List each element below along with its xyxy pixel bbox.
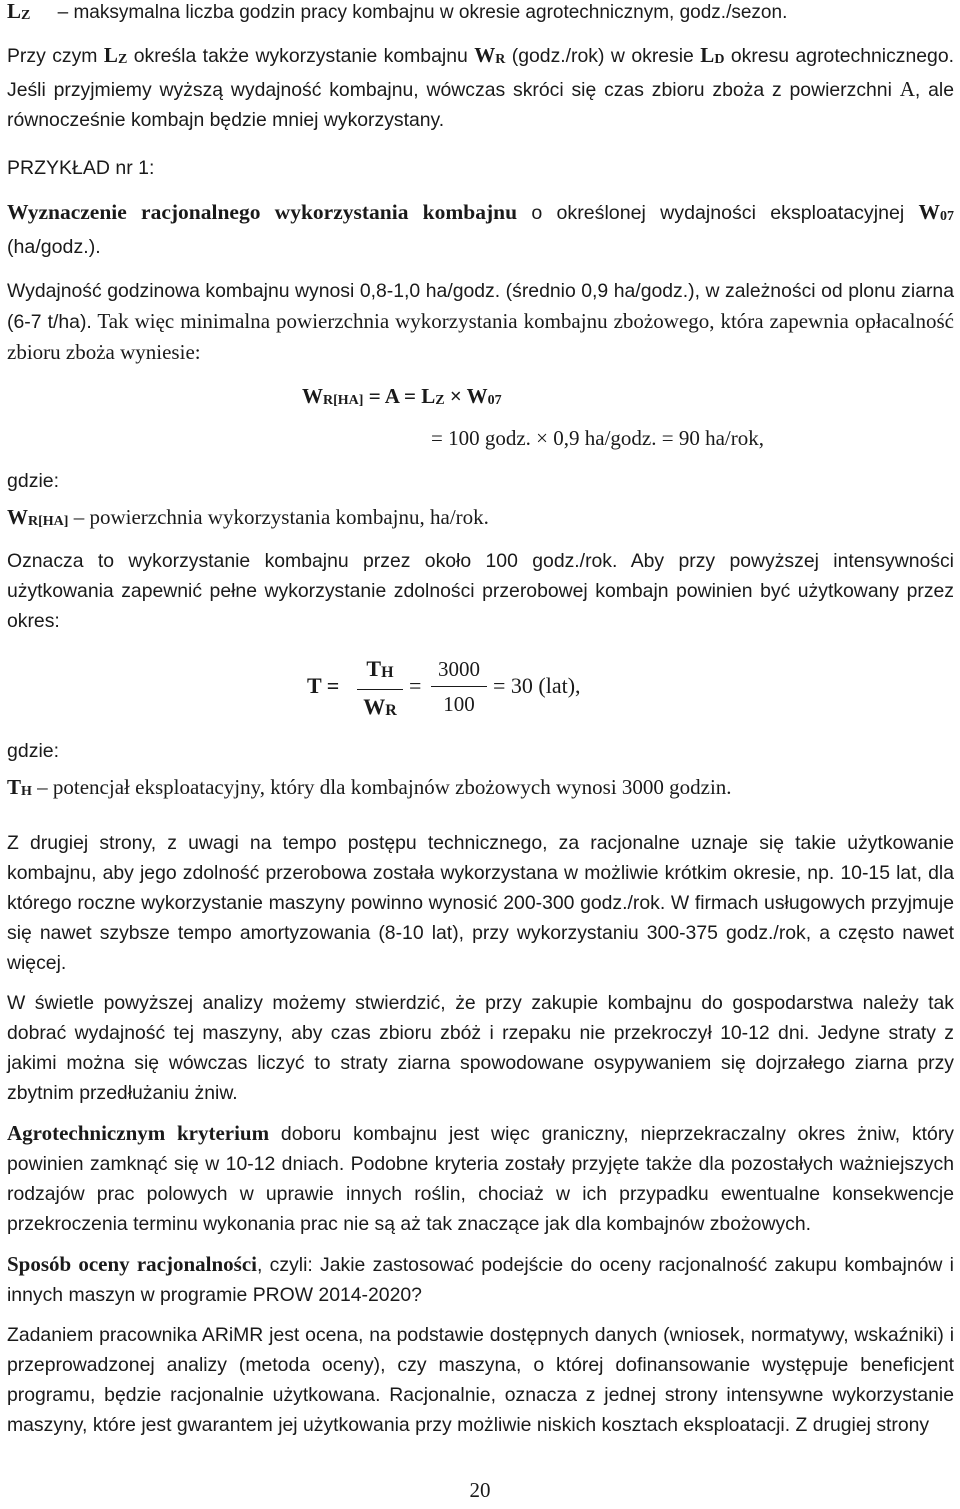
fraction-3000-100: 3000 100 [431, 654, 487, 719]
period-formula: T = TH WR = 3000 100 = 30 (lat), [7, 646, 954, 730]
page-number: 20 [469, 1478, 491, 1502]
lz-definition-text: – maksymalna liczba godzin pracy kombajnu w okresie agrotechnicznym, godz./sezon. [57, 2, 788, 23]
lz-definition [7, 0, 954, 30]
equation-result: = 100 godz. × 0,9 ha/godz. = 90 ha/rok, [431, 426, 764, 450]
example-title: Wyznaczenie racjonalnego wykorzystania kombajnu o określonej wydajności eksploatacyjnej W07 (ha/godz.). [7, 200, 955, 258]
rationality-assessment-paragraph: Sposób oceny racjonalności, czyli: Jakie zastosować podejście do oceny racjonalność zakupu kombajnów i innych maszyn w programie PROW 2014-2020? [7, 1252, 954, 1306]
gdzie-label-1: gdzie: [7, 470, 60, 492]
lz-symbol: LZ [7, 0, 31, 23]
productivity-paragraph: Wydajność godzinowa kombajnu wynosi 0,8-1,0 ha/godz. (średnio 0,9 ha/godz.), w zależności od plonu ziarna (6-7 t/ha). Tak więc minimalna powierzchnia wykorzystania kombajnu zbożowego, która zapewnia opłacalność zbioru zboża wyniesie: [7, 280, 954, 364]
th-definition: TH – potencjał eksploatacyjny, który dla kombajnów zbożowych wynosi 3000 godzin. [7, 775, 732, 799]
depreciation-paragraph: Z drugiej strony, z uwagi na tempo postępu technicznego, za racjonalne uznaje się takie użytkowanie kombajnu, aby jego zdolność przerobowa została wykorzystana w możliwie krótkim okresie, np. 10-15 lat, dla którego roczne wykorzystanie maszyny powinno wynosić 200-300 godz./rok. W firmach usługowych przyjmuje się nawet szybsze tempo amortyzowania (8-10 lat), przy wykorzystaniu 300-375 godz./rok, a często nawet więcej. [7, 832, 954, 974]
agrotechnical-criterion-paragraph: Agrotechnicznym kryterium doboru kombajnu jest więc graniczny, nieprzekraczalny okres żniw, który powinien zamknąć się w 10-12 dniach. Podobne kryteria zostały przyjęte także dla pozostałych ważniejszych rodzajów prac polowych w uprawie innych roślin, chociaż w ich przypadku ewentualne konsekwencje przekroczenia terminu wykonania prac nie są aż tak znaczące jak dla kombajnów zbożowych. [7, 1121, 954, 1235]
document-page [7, 0, 954, 1440]
usage-paragraph: Oznacza to wykorzystanie kombajnu przez około 100 godz./rok. Aby przy powyższej intensywności użytkowania zapewnić pełne wykorzystanie zdolności przerobowej kombajn powinien być użytkowany przez okres: [7, 550, 954, 632]
equation-wr: WR[HA] = A = LZ × W07 [302, 384, 502, 408]
intro-paragraph: Przy czym LZ określa także wykorzystanie kombajnu WR (godz./rok) w okresie LD okresu agrotechnicznego. Jeśli przyjmiemy wyższą wydajność kombajnu, wówczas skróci się czas zbioru zboża z powierzchni A, ale równocześnie kombajn będzie mniej wykorzystany. [7, 43, 954, 131]
gdzie-label-2: gdzie: [7, 740, 60, 762]
example-heading: PRZYKŁAD nr 1: [7, 157, 155, 179]
harvest-time-paragraph: W świetle powyższej analizy możemy stwierdzić, że przy zakupie kombajnu do gospodarstwa należy tak dobrać wydajność tej maszyny, aby czas zbioru zbóż i rzepaku nie przekroczył 10-12 dni. Jedyne straty z jakimi można się wówczas liczyć to straty ziarna spowodowane osypywaniem się dojrzałego ziarna przy zbytnim przedłużaniu żniw. [7, 992, 954, 1104]
wr-definition: WR[HA] – powierzchnia wykorzystania kombajnu, ha/rok. [7, 505, 489, 529]
formula-T: T = [307, 673, 340, 698]
fraction-th-wr: TH WR [357, 654, 403, 725]
arimr-task-paragraph: Zadaniem pracownika ARiMR jest ocena, na podstawie dostępnych danych (wniosek, normatywy, wskaźniki) i przeprowadzonej analizy (metoda oceny), czy maszyna, o której dofinansowanie występuje beneficjent programu, będzie racjonalnie użytkowana. Racjonalnie, oznacza z jednej strony intensywne wykorzystanie maszyny, które jest gwarantem jej użytkowania przy możliwie niskich kosztach eksploatacji. Z drugiej strony [7, 1324, 954, 1436]
